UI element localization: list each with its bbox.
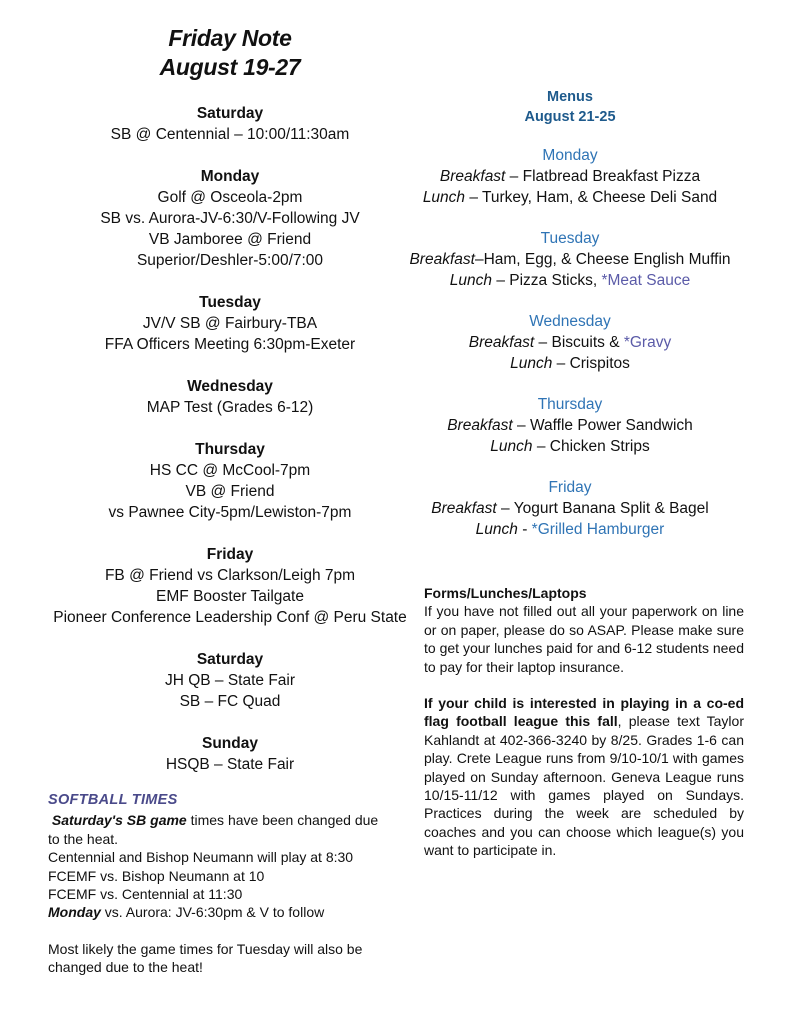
softball-lines: [48, 848, 388, 903]
menu-day-name: Thursday: [537, 396, 603, 413]
schedule-item: FB @ Friend vs Clarkson/Leigh 7pm: [104, 567, 356, 584]
weekly-schedule: [20, 103, 440, 796]
flag-football-body: , please text Taylor Kahlandt at 402-366-3240 by 8/25. Grades 1-6 can play. Crete League runs from 9/10-10/1 with games played on Sunday afternoon. Geneva League runs 10/15-11/12 with games played on Sundays. Practices during the week are scheduled by coaches and you can choose which league(s) you want to participate in.: [424, 713, 744, 859]
softball-heading: SOFTBALL TIMES: [48, 792, 178, 808]
softball-time-line: FCEMF vs. Centennial at 11:30: [48, 886, 243, 903]
breakfast-label: Breakfast: [447, 417, 513, 434]
forms-heading: Forms/Lunches/Laptops: [424, 585, 587, 601]
menu-day-block: [400, 394, 740, 457]
breakfast-item: Yogurt Banana Split & Bagel: [513, 500, 709, 517]
breakfast-label: Breakfast: [431, 500, 497, 517]
menu-breakfast-line: [400, 249, 740, 270]
forms-body: If you have not filled out all your paperwork on line or on paper, please do so ASAP. Please make sure to get your lunches paid for and 6-12 students need to pay for their laptop insurance.: [424, 603, 744, 675]
menu-lunch-line: [400, 187, 740, 208]
menus-heading: Menus: [547, 89, 593, 105]
schedule-day-block: [20, 376, 440, 418]
breakfast-separator: –: [496, 500, 514, 517]
softball-intro-bold: Saturday's SB game: [51, 812, 187, 829]
lunch-label: Lunch: [510, 355, 553, 372]
softball-monday: [48, 903, 388, 921]
schedule-day-block: [20, 103, 440, 145]
softball-time-line: FCEMF vs. Bishop Neumann at 10: [48, 867, 265, 884]
breakfast-separator: –: [505, 168, 523, 185]
schedule-item: FFA Officers Meeting 6:30pm-Exeter: [104, 336, 356, 353]
breakfast-item: Ham, Egg, & Cheese English Muffin: [483, 251, 731, 268]
lunch-item: Crispitos: [569, 355, 630, 372]
schedule-item: SB @ Centennial – 10:00/11:30am: [110, 126, 350, 143]
menus-section: [400, 87, 740, 560]
lunch-label: Lunch: [422, 189, 466, 206]
softball-closing: Most likely the game times for Tuesday will also be changed due to the heat!: [48, 940, 363, 976]
breakfast-label: Breakfast: [468, 334, 535, 351]
flag-football-lead: If your child is interested in playing in a co-ed flag football league this fall: [424, 695, 744, 730]
schedule-item: JH QB – State Fair: [164, 672, 296, 689]
menu-day-block: [400, 228, 740, 291]
menu-lunch-line: [400, 270, 740, 291]
schedule-day-block: [20, 166, 440, 271]
schedule-day-heading: Wednesday: [187, 378, 273, 395]
breakfast-separator: –: [534, 334, 552, 351]
schedule-day-heading: Sunday: [202, 735, 258, 752]
lunch-item: Pizza Sticks,: [509, 272, 602, 289]
breakfast-label: Breakfast: [439, 168, 506, 185]
lunch-separator: –: [532, 438, 550, 455]
softball-time-line: Centennial and Bishop Neumann will play at 8:30: [48, 849, 354, 866]
lunch-label: Lunch: [475, 521, 518, 538]
schedule-day-block: [20, 649, 440, 712]
lunch-label: Lunch: [490, 438, 533, 455]
schedule-item: EMF Booster Tailgate: [156, 588, 304, 605]
schedule-item: Superior/Deshler-5:00/7:00: [136, 252, 324, 269]
schedule-day-heading: Thursday: [195, 441, 265, 458]
menu-breakfast-line: [400, 332, 740, 353]
softball-intro: [48, 811, 388, 848]
breakfast-item: Waffle Power Sandwich: [529, 417, 693, 434]
breakfast-separator: –: [474, 251, 484, 268]
breakfast-label: Breakfast: [409, 251, 475, 268]
lunch-item: Turkey, Ham, & Cheese Deli Sand: [482, 189, 718, 206]
flag-football-paragraph: [424, 694, 744, 860]
schedule-item: SB – FC Quad: [179, 693, 281, 710]
schedule-item: HS CC @ McCool-7pm: [149, 462, 311, 479]
menu-lunch-line: [400, 436, 740, 457]
menu-day-block: [400, 477, 740, 540]
menu-day-name: Monday: [542, 147, 598, 164]
breakfast-item: Biscuits &: [551, 334, 624, 351]
menu-days: [400, 145, 740, 540]
schedule-item: JV/V SB @ Fairbury-TBA: [142, 315, 318, 332]
schedule-day-heading: Tuesday: [199, 294, 261, 311]
menus-dates: August 21-25: [524, 109, 616, 125]
schedule-item: HSQB – State Fair: [165, 756, 295, 773]
softball-intro-rest: times have been changed due to the heat.: [48, 812, 379, 847]
schedule-day-heading: Saturday: [196, 105, 264, 122]
title-line-2: August 19-27: [159, 54, 301, 80]
softball-section: [48, 791, 388, 977]
schedule-item: MAP Test (Grades 6-12): [146, 399, 314, 416]
menu-day-block: [400, 311, 740, 374]
lunch-label: Lunch: [449, 272, 493, 289]
schedule-day-heading: Saturday: [196, 651, 264, 668]
breakfast-note: *Gravy: [623, 334, 672, 351]
menu-day-name: Friday: [548, 479, 592, 496]
lunch-note: *Meat Sauce: [601, 272, 691, 289]
page-title: [60, 24, 400, 82]
schedule-item: VB Jamboree @ Friend: [148, 231, 312, 248]
title-line-1: Friday Note: [168, 25, 292, 51]
schedule-day-heading: Friday: [206, 546, 254, 563]
breakfast-item: Flatbread Breakfast Pizza: [522, 168, 701, 185]
menu-breakfast-line: [400, 498, 740, 519]
schedule-day-block: [20, 733, 440, 775]
schedule-item: VB @ Friend: [185, 483, 275, 500]
schedule-day-block: [20, 439, 440, 523]
menu-lunch-line: [400, 353, 740, 374]
lunch-note: *Grilled Hamburger: [531, 521, 665, 538]
lunch-separator: –: [492, 272, 510, 289]
schedule-item: Pioneer Conference Leadership Conf @ Peru State: [53, 609, 407, 626]
lunch-separator: –: [465, 189, 482, 206]
lunch-item: Chicken Strips: [549, 438, 650, 455]
menu-breakfast-line: [400, 415, 740, 436]
lunch-separator: –: [552, 355, 570, 372]
menu-day-name: Wednesday: [529, 313, 611, 330]
softball-monday-rest: vs. Aurora: JV-6:30pm & V to follow: [100, 904, 325, 921]
menu-lunch-line: [400, 519, 740, 540]
softball-monday-bold: Monday: [48, 904, 101, 921]
schedule-day-block: [20, 292, 440, 355]
schedule-day-heading: Monday: [200, 168, 260, 185]
menu-breakfast-line: [400, 166, 740, 187]
schedule-item: Golf @ Osceola-2pm: [157, 189, 303, 206]
lunch-separator: -: [517, 521, 532, 538]
menu-day-name: Tuesday: [540, 230, 600, 247]
forms-section: [424, 584, 744, 860]
schedule-day-block: [20, 544, 440, 628]
menu-day-block: [400, 145, 740, 208]
schedule-item: vs Pawnee City-5pm/Lewiston-7pm: [108, 504, 352, 521]
schedule-item: SB vs. Aurora-JV-6:30/V-Following JV: [100, 210, 360, 227]
breakfast-separator: –: [512, 417, 530, 434]
